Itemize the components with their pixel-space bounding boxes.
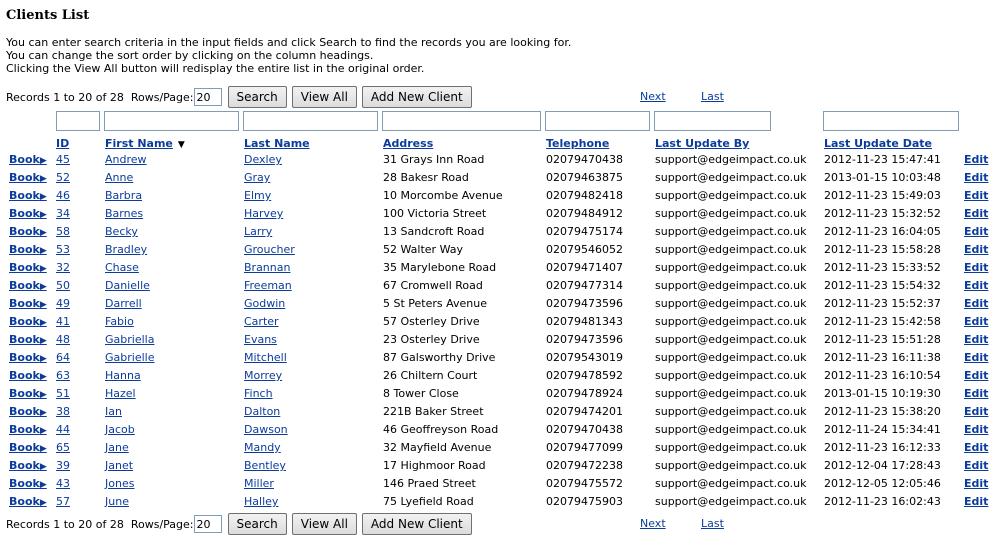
book-link[interactable]: Book▶ — [9, 189, 47, 202]
last-update-by-cell: support@edgeimpact.co.uk — [655, 387, 807, 400]
rows-per-page-label-bottom: Rows/Page: — [130, 517, 194, 531]
first-name-link[interactable]: Jones — [105, 477, 135, 490]
next-page-link[interactable]: Next — [640, 90, 666, 103]
first-name-link[interactable]: Hanna — [105, 369, 141, 382]
book-link[interactable]: Book▶ — [9, 261, 47, 274]
play-arrow-icon: ▶ — [39, 426, 47, 436]
address-cell: 31 Grays Inn Road — [383, 153, 485, 166]
last-name-link[interactable]: Groucher — [244, 243, 295, 256]
edit-link[interactable]: Edit — [964, 459, 989, 472]
client-id-link[interactable]: 58 — [56, 225, 70, 238]
book-link[interactable]: Book▶ — [9, 495, 47, 508]
client-id-link[interactable]: 49 — [56, 297, 70, 310]
add-new-client-button[interactable]: Add New Client — [362, 86, 472, 108]
play-arrow-icon: ▶ — [39, 210, 47, 220]
edit-link[interactable]: Edit — [964, 279, 989, 292]
last-name-link[interactable]: Elmy — [244, 189, 272, 202]
last-name-link[interactable]: Mitchell — [244, 351, 287, 364]
telephone-cell: 02079477099 — [546, 441, 623, 454]
last-name-link[interactable]: Halley — [244, 495, 279, 508]
column-header-last-update-by[interactable]: Last Update By — [655, 137, 750, 150]
last-update-by-cell: support@edgeimpact.co.uk — [655, 207, 807, 220]
last-update-date-cell: 2012-11-23 16:12:33 — [824, 441, 941, 454]
records-count-bottom: Records 1 to 20 of 28 — [6, 517, 124, 531]
page-title: Clients List — [6, 8, 90, 23]
address-cell: 28 Bakesr Road — [383, 171, 469, 184]
address-cell: 10 Morcombe Avenue — [383, 189, 503, 202]
last-update-date-cell: 2012-11-23 15:42:58 — [824, 315, 941, 328]
add-new-client-button-bottom[interactable]: Add New Client — [362, 513, 472, 535]
book-link[interactable]: Book▶ — [9, 171, 47, 184]
last-name-link[interactable]: Harvey — [244, 207, 284, 220]
last-update-date-cell: 2012-11-23 15:54:32 — [824, 279, 941, 292]
last-update-by-cell: support@edgeimpact.co.uk — [655, 225, 807, 238]
book-link[interactable]: Book▶ — [9, 315, 47, 328]
last-name-link[interactable]: Evans — [244, 333, 277, 346]
last-update-by-cell: support@edgeimpact.co.uk — [655, 153, 807, 166]
search-button[interactable]: Search — [228, 86, 287, 108]
play-arrow-icon: ▶ — [39, 318, 47, 328]
last-update-date-cell: 2013-01-15 10:19:30 — [824, 387, 941, 400]
rows-per-page-label: Rows/Page: — [130, 90, 194, 104]
table-row — [0, 151, 1002, 169]
telephone-cell: 02079484912 — [546, 207, 623, 220]
first-name-link[interactable]: Anne — [105, 171, 134, 184]
book-link[interactable]: Book▶ — [9, 333, 47, 346]
book-link[interactable]: Book▶ — [9, 387, 47, 400]
address-cell: 17 Highmoor Road — [383, 459, 486, 472]
last-update-date-cell: 2012-12-04 17:28:43 — [824, 459, 941, 472]
first-name-link[interactable]: Fabio — [105, 315, 134, 328]
book-link[interactable]: Book▶ — [9, 351, 47, 364]
last-update-date-cell: 2012-11-23 15:47:41 — [824, 153, 941, 166]
play-arrow-icon: ▶ — [39, 246, 47, 256]
client-id-link[interactable]: 45 — [56, 153, 70, 166]
edit-link[interactable]: Edit — [964, 189, 989, 202]
client-id-link[interactable]: 64 — [56, 351, 70, 364]
edit-link[interactable]: Edit — [964, 153, 989, 166]
first-name-link[interactable]: June — [105, 495, 129, 508]
last-update-by-cell: support@edgeimpact.co.uk — [655, 477, 807, 490]
last-update-by-cell: support@edgeimpact.co.uk — [655, 459, 807, 472]
first-name-link[interactable]: Andrew — [105, 153, 147, 166]
table-row — [0, 349, 1002, 367]
last-page-link[interactable]: Last — [701, 90, 724, 103]
client-id-link[interactable]: 43 — [56, 477, 70, 490]
column-header-last-name[interactable]: Last Name — [244, 137, 310, 150]
last-name-link[interactable]: Gray — [244, 171, 271, 184]
play-arrow-icon: ▶ — [39, 300, 47, 310]
client-id-link[interactable]: 65 — [56, 441, 70, 454]
top-toolbar — [6, 85, 477, 109]
first-name-link[interactable]: Bradley — [105, 243, 148, 256]
telephone-cell: 02079477314 — [546, 279, 623, 292]
last-update-by-cell: support@edgeimpact.co.uk — [655, 315, 807, 328]
last-update-date-cell: 2012-11-23 15:33:52 — [824, 261, 941, 274]
rows-per-page-input-bottom[interactable] — [194, 515, 222, 533]
last-name-link[interactable]: Larry — [244, 225, 273, 238]
edit-link[interactable]: Edit — [964, 369, 989, 382]
table-row — [0, 439, 1002, 457]
book-link[interactable]: Book▶ — [9, 225, 47, 238]
last-update-date-cell: 2012-11-23 16:02:43 — [824, 495, 941, 508]
last-update-date-cell: 2012-11-23 16:04:05 — [824, 225, 941, 238]
last-update-by-cell: support@edgeimpact.co.uk — [655, 279, 807, 292]
address-cell: 75 Lyefield Road — [383, 495, 474, 508]
edit-link[interactable]: Edit — [964, 477, 989, 490]
first-name-link[interactable]: Jane — [105, 441, 129, 454]
client-id-link[interactable]: 44 — [56, 423, 70, 436]
table-row — [0, 295, 1002, 313]
next-page-link-bottom[interactable]: Next — [640, 517, 666, 530]
first-name-link[interactable]: Darrell — [105, 297, 142, 310]
telephone-cell: 02079478924 — [546, 387, 623, 400]
last-update-by-cell: support@edgeimpact.co.uk — [655, 351, 807, 364]
table-row — [0, 241, 1002, 259]
last-name-link[interactable]: Godwin — [244, 297, 286, 310]
column-header-address[interactable]: Address — [383, 137, 434, 150]
filter-address-input[interactable] — [382, 111, 541, 131]
first-name-link[interactable]: Danielle — [105, 279, 150, 292]
play-arrow-icon: ▶ — [39, 282, 47, 292]
first-name-link[interactable]: Barnes — [105, 207, 144, 220]
column-header-first-name[interactable]: First Name ▼ — [105, 137, 185, 150]
last-update-date-cell: 2012-11-23 16:11:38 — [824, 351, 941, 364]
sort-descending-icon: ▼ — [177, 140, 185, 150]
edit-link[interactable]: Edit — [964, 495, 989, 508]
address-cell: 46 Geoffreyson Road — [383, 423, 499, 436]
column-header-telephone[interactable]: Telephone — [546, 137, 610, 150]
table-row — [0, 385, 1002, 403]
edit-link[interactable]: Edit — [964, 423, 989, 436]
table-row — [0, 331, 1002, 349]
table-row — [0, 277, 1002, 295]
last-update-by-cell: support@edgeimpact.co.uk — [655, 441, 807, 454]
column-header-id[interactable]: ID — [56, 137, 70, 150]
filter-last-name-input[interactable] — [243, 111, 378, 131]
play-arrow-icon: ▶ — [39, 390, 47, 400]
play-arrow-icon: ▶ — [39, 354, 47, 364]
last-update-by-cell: support@edgeimpact.co.uk — [655, 243, 807, 256]
client-id-link[interactable]: 46 — [56, 189, 70, 202]
last-update-by-cell: support@edgeimpact.co.uk — [655, 495, 807, 508]
last-update-by-cell: support@edgeimpact.co.uk — [655, 369, 807, 382]
intro-text — [6, 36, 571, 75]
play-arrow-icon: ▶ — [39, 372, 47, 382]
telephone-cell: 02079463875 — [546, 171, 623, 184]
address-cell: 87 Galsworthy Drive — [383, 351, 496, 364]
last-name-link[interactable]: Carter — [244, 315, 279, 328]
first-name-link[interactable]: Gabriella — [105, 333, 155, 346]
telephone-cell: 02079481343 — [546, 315, 623, 328]
last-name-link[interactable]: Dawson — [244, 423, 288, 436]
table-row — [0, 475, 1002, 493]
book-link[interactable]: Book▶ — [9, 279, 47, 292]
book-link[interactable]: Book▶ — [9, 423, 47, 436]
first-name-link[interactable]: Janet — [105, 459, 134, 472]
table-row — [0, 205, 1002, 223]
address-cell: 5 St Peters Avenue — [383, 297, 487, 310]
edit-link[interactable]: Edit — [964, 261, 989, 274]
intro-line-2: You can change the sort order by clicking on the column headings. — [6, 49, 374, 62]
column-header-last-update-date[interactable]: Last Update Date — [824, 137, 932, 150]
table-row — [0, 223, 1002, 241]
telephone-cell: 02079543019 — [546, 351, 623, 364]
telephone-cell: 02079470438 — [546, 153, 623, 166]
play-arrow-icon: ▶ — [39, 192, 47, 202]
last-update-date-cell: 2012-11-24 15:34:41 — [824, 423, 941, 436]
telephone-cell: 02079546052 — [546, 243, 623, 256]
filter-first-name-input[interactable] — [104, 111, 239, 131]
filter-last-update-date-input[interactable] — [823, 111, 959, 131]
client-id-link[interactable]: 53 — [56, 243, 70, 256]
book-link[interactable]: Book▶ — [9, 405, 47, 418]
last-update-date-cell: 2012-11-23 15:38:20 — [824, 405, 941, 418]
rows-per-page-input[interactable] — [194, 88, 222, 106]
client-id-link[interactable]: 52 — [56, 171, 70, 184]
telephone-cell: 02079472238 — [546, 459, 623, 472]
telephone-cell: 02079473596 — [546, 297, 623, 310]
telephone-cell: 02079474201 — [546, 405, 623, 418]
first-name-link[interactable]: Barbra — [105, 189, 143, 202]
telephone-cell: 02079475903 — [546, 495, 623, 508]
last-update-by-cell: support@edgeimpact.co.uk — [655, 297, 807, 310]
edit-link[interactable]: Edit — [964, 333, 989, 346]
last-update-by-cell: support@edgeimpact.co.uk — [655, 189, 807, 202]
telephone-cell: 02079475572 — [546, 477, 623, 490]
edit-link[interactable]: Edit — [964, 315, 989, 328]
play-arrow-icon: ▶ — [39, 174, 47, 184]
last-update-date-cell: 2012-11-23 15:49:03 — [824, 189, 941, 202]
last-update-by-cell: support@edgeimpact.co.uk — [655, 261, 807, 274]
last-update-by-cell: support@edgeimpact.co.uk — [655, 405, 807, 418]
table-row — [0, 421, 1002, 439]
view-all-button-bottom[interactable]: View All — [292, 513, 357, 535]
view-all-button[interactable]: View All — [292, 86, 357, 108]
last-name-link[interactable]: Morrey — [244, 369, 283, 382]
last-update-date-cell: 2013-01-15 10:03:48 — [824, 171, 941, 184]
first-name-link[interactable]: Jacob — [105, 423, 135, 436]
play-arrow-icon: ▶ — [39, 228, 47, 238]
client-id-link[interactable]: 38 — [56, 405, 70, 418]
address-cell: 13 Sandcroft Road — [383, 225, 485, 238]
edit-link[interactable]: Edit — [964, 351, 989, 364]
client-id-link[interactable]: 51 — [56, 387, 70, 400]
filter-last-update-by-input[interactable] — [654, 111, 771, 131]
search-button-bottom[interactable]: Search — [228, 513, 287, 535]
address-cell: 146 Praed Street — [383, 477, 476, 490]
last-update-date-cell: 2012-11-23 16:10:54 — [824, 369, 941, 382]
play-arrow-icon: ▶ — [39, 264, 47, 274]
last-update-date-cell: 2012-11-23 15:32:52 — [824, 207, 941, 220]
telephone-cell: 02079478592 — [546, 369, 623, 382]
last-update-date-cell: 2012-11-23 15:58:28 — [824, 243, 941, 256]
address-cell: 100 Victoria Street — [383, 207, 487, 220]
table-row — [0, 313, 1002, 331]
filter-id-input[interactable] — [56, 111, 100, 131]
table-row — [0, 187, 1002, 205]
play-arrow-icon: ▶ — [39, 156, 47, 166]
telephone-cell: 02079482418 — [546, 189, 623, 202]
table-row — [0, 169, 1002, 187]
bottom-toolbar — [6, 512, 477, 536]
intro-line-3: Clicking the View All button will redisplay the entire list in the original order. — [6, 62, 425, 75]
play-arrow-icon: ▶ — [39, 480, 47, 490]
first-name-link[interactable]: Becky — [105, 225, 138, 238]
edit-link[interactable]: Edit — [964, 297, 989, 310]
last-update-by-cell: support@edgeimpact.co.uk — [655, 333, 807, 346]
book-link[interactable]: Book▶ — [9, 297, 47, 310]
address-cell: 67 Cromwell Road — [383, 279, 483, 292]
filter-telephone-input[interactable] — [545, 111, 650, 131]
last-update-date-cell: 2012-12-05 12:05:46 — [824, 477, 941, 490]
address-cell: 8 Tower Close — [383, 387, 459, 400]
address-cell: 221B Baker Street — [383, 405, 484, 418]
address-cell: 52 Walter Way — [383, 243, 463, 256]
last-name-link[interactable]: Miller — [244, 477, 274, 490]
edit-link[interactable]: Edit — [964, 387, 989, 400]
book-link[interactable]: Book▶ — [9, 243, 47, 256]
telephone-cell: 02079473596 — [546, 333, 623, 346]
last-update-date-cell: 2012-11-23 15:51:28 — [824, 333, 941, 346]
first-name-link[interactable]: Hazel — [105, 387, 136, 400]
play-arrow-icon: ▶ — [39, 336, 47, 346]
last-name-link[interactable]: Finch — [244, 387, 273, 400]
edit-link[interactable]: Edit — [964, 243, 989, 256]
book-link[interactable]: Book▶ — [9, 153, 47, 166]
edit-link[interactable]: Edit — [964, 207, 989, 220]
book-link[interactable]: Book▶ — [9, 459, 47, 472]
edit-link[interactable]: Edit — [964, 441, 989, 454]
table-row — [0, 403, 1002, 421]
play-arrow-icon: ▶ — [39, 408, 47, 418]
telephone-cell: 02079471407 — [546, 261, 623, 274]
intro-line-1: You can enter search criteria in the input fields and click Search to find the records you are looking for. — [6, 36, 572, 49]
edit-link[interactable]: Edit — [964, 171, 989, 184]
play-arrow-icon: ▶ — [39, 462, 47, 472]
last-name-link[interactable]: Mandy — [244, 441, 281, 454]
book-link[interactable]: Book▶ — [9, 369, 47, 382]
last-name-link[interactable]: Brannan — [244, 261, 291, 274]
client-id-link[interactable]: 48 — [56, 333, 70, 346]
last-update-by-cell: support@edgeimpact.co.uk — [655, 423, 807, 436]
address-cell: 32 Mayfield Avenue — [383, 441, 492, 454]
last-name-link[interactable]: Dalton — [244, 405, 281, 418]
client-id-link[interactable]: 34 — [56, 207, 70, 220]
first-name-link[interactable]: Gabrielle — [105, 351, 155, 364]
address-cell: 26 Chiltern Court — [383, 369, 478, 382]
client-id-link[interactable]: 50 — [56, 279, 70, 292]
last-name-link[interactable]: Freeman — [244, 279, 292, 292]
edit-link[interactable]: Edit — [964, 405, 989, 418]
last-name-link[interactable]: Bentley — [244, 459, 286, 472]
table-row — [0, 367, 1002, 385]
book-link[interactable]: Book▶ — [9, 477, 47, 490]
last-page-link-bottom[interactable]: Last — [701, 517, 724, 530]
play-arrow-icon: ▶ — [39, 498, 47, 508]
last-update-date-cell: 2012-11-23 15:52:37 — [824, 297, 941, 310]
client-id-link[interactable]: 39 — [56, 459, 70, 472]
telephone-cell: 02079470438 — [546, 423, 623, 436]
table-row — [0, 457, 1002, 475]
address-cell: 57 Osterley Drive — [383, 315, 480, 328]
address-cell: 23 Osterley Drive — [383, 333, 480, 346]
edit-link[interactable]: Edit — [964, 225, 989, 238]
book-link[interactable]: Book▶ — [9, 441, 47, 454]
telephone-cell: 02079475174 — [546, 225, 623, 238]
play-arrow-icon: ▶ — [39, 444, 47, 454]
client-id-link[interactable]: 63 — [56, 369, 70, 382]
last-name-link[interactable]: Dexley — [244, 153, 282, 166]
client-id-link[interactable]: 57 — [56, 495, 70, 508]
records-count: Records 1 to 20 of 28 — [6, 90, 124, 104]
table-row — [0, 493, 1002, 511]
first-name-link[interactable]: Ian — [105, 405, 122, 418]
last-update-by-cell: support@edgeimpact.co.uk — [655, 171, 807, 184]
client-id-link[interactable]: 32 — [56, 261, 70, 274]
table-row — [0, 259, 1002, 277]
client-id-link[interactable]: 41 — [56, 315, 70, 328]
book-link[interactable]: Book▶ — [9, 207, 47, 220]
first-name-link[interactable]: Chase — [105, 261, 139, 274]
address-cell: 35 Marylebone Road — [383, 261, 497, 274]
